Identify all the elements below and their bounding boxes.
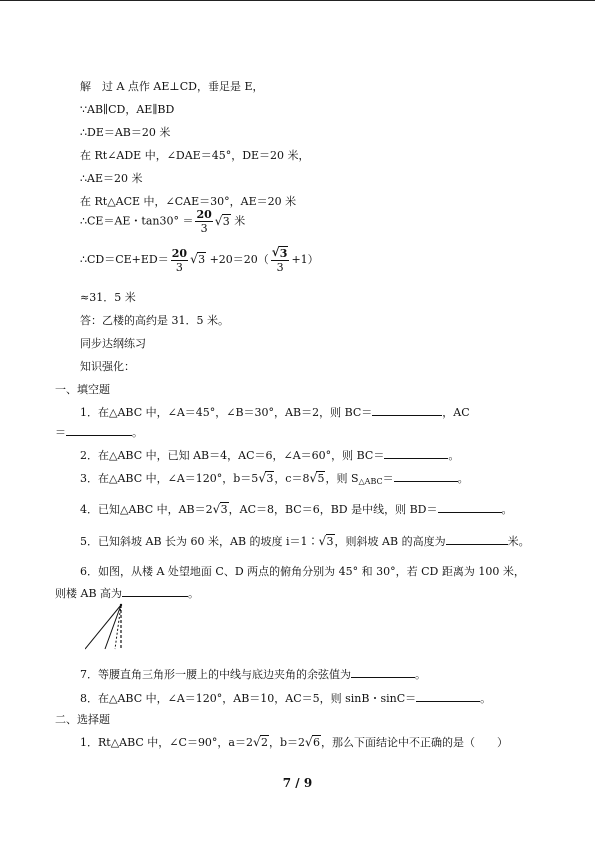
solution-line-6: 在 Rt△ACE 中，∠CAE＝30°，AE＝20 米 xyxy=(80,195,297,208)
answer-blank[interactable] xyxy=(66,424,132,436)
solution-line-1: 解 过 A 点作 AE⊥CD，垂足是 E， xyxy=(80,80,264,93)
answer-blank[interactable] xyxy=(446,533,508,545)
solution-line-2: ∵AB∥CD，AE∥BD xyxy=(80,103,175,116)
answer-blank[interactable] xyxy=(384,447,448,459)
sqrt: √ 3 xyxy=(272,247,289,260)
question-1: 1．在△ABC 中，∠A＝45°，∠B＝30°，AB＝2，则 BC＝ ，AC xyxy=(80,406,470,419)
answer-line: 答：乙楼的高约是 31．5 米。 xyxy=(80,314,229,327)
solution-line-8: ∴CD＝CE+ED＝ $\frac{20}{3}$ √ 3 +20＝20（ √ $\frac{3}{3}$ +1） xyxy=(80,246,319,274)
answer-blank[interactable] xyxy=(394,470,458,482)
sqrt: √ 3 xyxy=(258,472,274,486)
point-a xyxy=(120,604,122,606)
question-6: 6．如图，从楼 A 处望地面 C、D 两点的俯角分别为 45° 和 30°，若 CD 距离为 100 米， xyxy=(80,565,525,578)
sqrt: √ 3 xyxy=(190,246,206,274)
fraction: √ $\frac{3}{3}$ xyxy=(271,247,290,274)
solution-line-9: ≈31．5 米 xyxy=(80,291,136,304)
section-choice-heading: 二、选择题 xyxy=(55,713,110,726)
practice-heading: 同步达纲练习 xyxy=(80,337,146,350)
solution-line-7: ∴CE＝AE・tan30° ＝ $\frac{20}{3}$ √ 3 米 xyxy=(80,208,245,235)
building-angle-figure xyxy=(85,603,135,653)
question-5: 5．已知斜坡 AB 长为 60 米，AB 的坡度 i＝1∶√ 3，则斜坡 AB 的高度为 米。 xyxy=(80,533,530,549)
question-1-cont: ＝ 。 xyxy=(55,426,143,439)
section-fill-in-heading: 一、填空题 xyxy=(55,383,110,396)
fraction: $\frac{20}{3}$ xyxy=(196,208,212,235)
question-2: 2．在△ABC 中，已知 AB＝4，AC＝6，∠A＝60°，则 BC＝ 。 xyxy=(80,449,460,462)
question-4: 4．已知△ABC 中，AB＝2√ 3，AC＝8，BC＝6，BD 是中线，则 BD＝ 。 xyxy=(80,501,513,517)
answer-blank[interactable] xyxy=(351,666,415,678)
answer-blank[interactable] xyxy=(372,404,442,416)
sqrt: √ 3 xyxy=(319,535,335,549)
question-6-cont: 则楼 AB 高为 。 xyxy=(55,587,200,600)
question-7: 7．等腰直角三角形一腰上的中线与底边夹角的余弦值为 。 xyxy=(80,668,426,681)
fraction: $\frac{20}{3}$ xyxy=(171,246,188,274)
sqrt: √ 6 xyxy=(305,736,321,750)
line-to-c xyxy=(105,605,121,649)
solution-line-5: ∴AE＝20 米 xyxy=(80,172,143,185)
answer-blank[interactable] xyxy=(438,501,502,513)
solution-line-3: ∴DE＝AB＝20 米 xyxy=(80,126,171,139)
answer-blank[interactable] xyxy=(122,585,188,597)
sqrt: √ 2 xyxy=(253,736,269,750)
sqrt: √ 5 xyxy=(309,472,325,486)
answer-blank[interactable] xyxy=(416,690,480,702)
choice-question-1: 1．Rt△ABC 中，∠C＝90°，a＝2√ 2，b＝2√ 6，那么下面结论中不正确的是（ ） xyxy=(80,736,508,750)
cd-expression: ∴CD＝CE+ED＝ xyxy=(80,253,169,266)
question-8: 8．在△ABC 中，∠A＝120°，AB＝10，AC＝5，则 sinB・sinC＝ 。 xyxy=(80,692,492,705)
top-border-line xyxy=(0,0,595,1)
knowledge-heading: 知识强化： xyxy=(80,360,135,373)
page-number: 7 / 9 xyxy=(282,776,313,790)
ce-expression: ∴CE＝AE・tan30° ＝ xyxy=(80,214,194,228)
sqrt: √ 3 xyxy=(213,503,229,517)
sqrt: √ 3 xyxy=(215,209,231,235)
solution-line-4: 在 Rt∠ADE 中，∠DAE＝45°，DE＝20 米， xyxy=(80,149,310,162)
question-3: 3．在△ABC 中，∠A＝120°，b＝5√ 3，c＝8√ 5，则 $S_{\triangle ABC}=$ 。 xyxy=(80,470,469,489)
